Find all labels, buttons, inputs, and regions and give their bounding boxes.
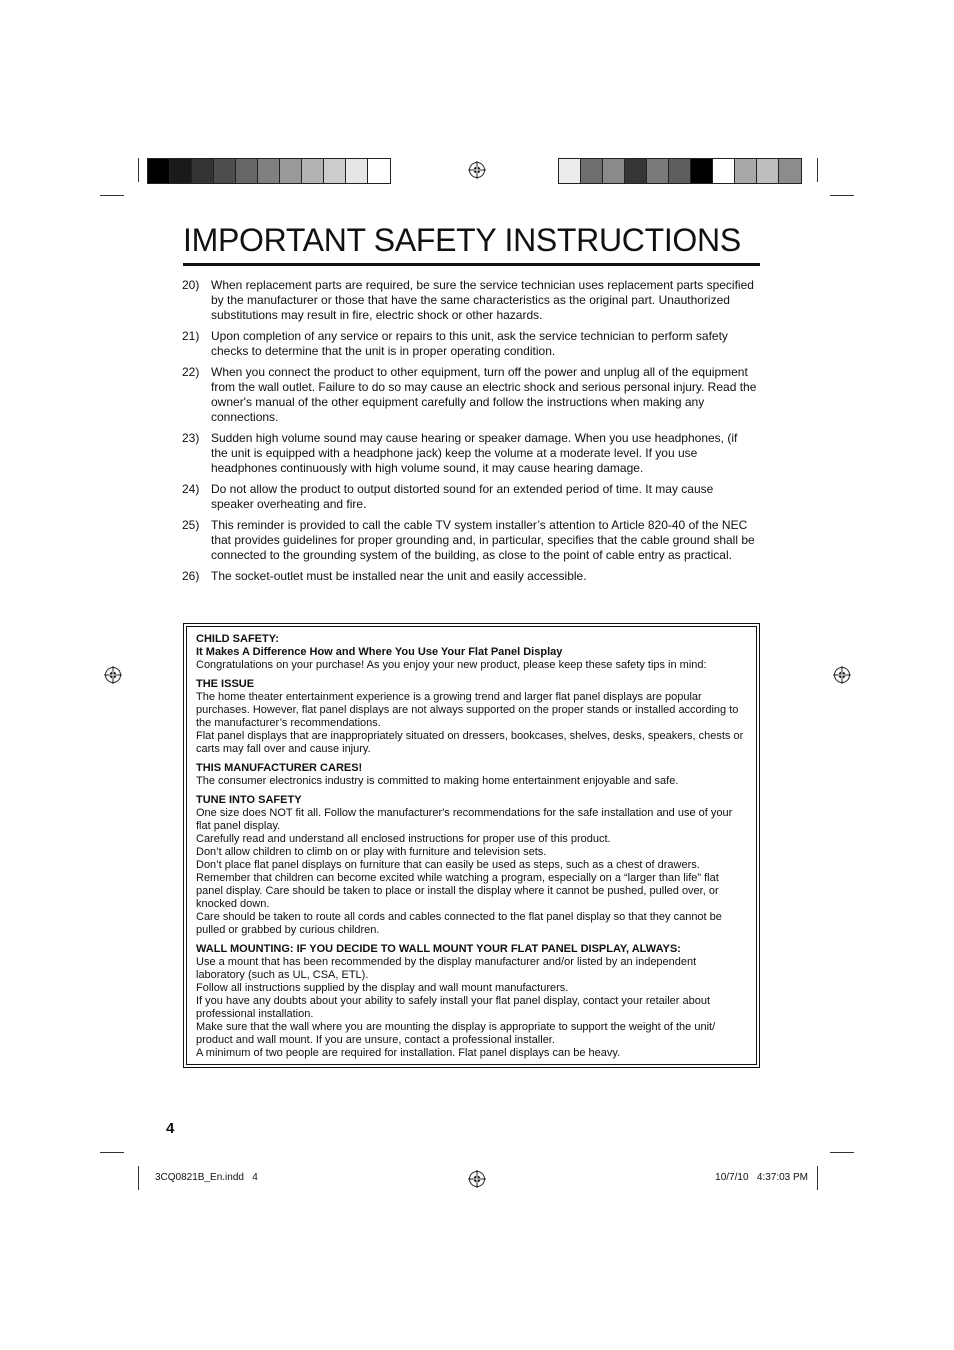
paragraph: A minimum of two people are required for installation. Flat panel displays can be heavy. <box>196 1047 621 1059</box>
footer-timestamp: 10/7/10 4:37:03 PM <box>715 1172 808 1183</box>
registration-mark-icon <box>468 1170 486 1188</box>
list-item <box>182 569 757 584</box>
color-swatch <box>603 159 625 183</box>
color-bar-left <box>147 158 391 184</box>
color-swatch <box>625 159 647 183</box>
paragraph: Flat panel displays that are inappropriately situated on dressers, bookcases, shelves, desks, speakers, chests or carts may fall over and cause injury. <box>196 730 744 755</box>
child-safety-box <box>183 623 760 1068</box>
paragraph: One size does NOT fit all. Follow the manufacturer's recommendations for the safe installation and use of your flat panel display. <box>196 807 733 832</box>
child-safety-intro: Congratulations on your purchase! As you enjoy your new product, please keep these safety tips in mind: <box>196 659 707 671</box>
color-swatch <box>757 159 779 183</box>
item-number: 20) <box>182 278 200 292</box>
crop-mark <box>830 195 854 196</box>
color-swatch <box>302 159 324 183</box>
crop-mark <box>100 1152 124 1153</box>
color-swatch <box>346 159 368 183</box>
color-swatch <box>236 159 258 183</box>
paragraph: Don’t place flat panel displays on furniture that can easily be used as steps, such as a chest of drawers. <box>196 859 700 871</box>
paragraph: Carefully read and understand all enclosed instructions for proper use of this product. <box>196 833 611 845</box>
item-text: The socket-outlet must be installed near the unit and easily accessible. <box>211 569 587 583</box>
item-number: 21) <box>182 329 200 343</box>
page-number: 4 <box>166 1120 175 1137</box>
color-swatch <box>214 159 236 183</box>
color-swatch <box>581 159 603 183</box>
paragraph: The home theater entertainment experience is a growing trend and larger flat panel displays are popular purchases. However, flat panel displays are not always supported on the proper stands or installed according to the manufacturer’s recommendations. <box>196 691 739 729</box>
color-swatch <box>258 159 280 183</box>
crop-mark <box>138 158 139 182</box>
list-item <box>182 431 757 476</box>
child-safety-subheading: It Makes A Difference How and Where You Use Your Flat Panel Display <box>196 646 563 658</box>
item-text: Upon completion of any service or repairs to this unit, ask the service technician to perform safety checks to determine that the unit is in proper operating condition. <box>211 329 728 358</box>
registration-mark-icon <box>833 666 851 684</box>
crop-mark <box>830 1152 854 1153</box>
instruction-list <box>182 278 757 590</box>
crop-mark <box>100 195 124 196</box>
item-number: 24) <box>182 482 200 496</box>
paragraph: The consumer electronics industry is committed to making home entertainment enjoyable and safe. <box>196 775 679 787</box>
page-title: IMPORTANT SAFETY INSTRUCTIONS <box>183 222 741 258</box>
paragraph: Make sure that the wall where you are mounting the display is appropriate to support the weight of the unit/ product and wall mount. If you are unsure, contact a professional installer. <box>196 1021 716 1046</box>
color-swatch <box>779 159 801 183</box>
paragraph: Follow all instructions supplied by the display and wall mount manufacturers. <box>196 982 569 994</box>
paragraph: If you have any doubts about your ability to safely install your flat panel display, contact your retailer about professional installation. <box>196 995 711 1020</box>
crop-mark <box>138 1166 139 1190</box>
color-swatch <box>691 159 713 183</box>
color-swatch <box>280 159 302 183</box>
crop-mark <box>817 1166 818 1190</box>
issue-heading: THE ISSUE <box>196 678 255 690</box>
item-text: When replacement parts are required, be sure the service technician uses replacement parts specified by the manufacturer or those that have the same characteristics as the original part. Unauthorized substitutions may result in fire, electric shock or other hazards. <box>211 278 754 322</box>
color-swatch <box>192 159 214 183</box>
color-swatch <box>559 159 581 183</box>
color-bar-right <box>558 158 802 184</box>
item-text: When you connect the product to other equipment, turn off the power and unplug all of the equipment from the wall outlet. Failure to do so may cause an electric shock and serious personal injury. Read the owner's manual of the other equipment carefully and follow the instructions when making any connections. <box>211 365 757 424</box>
list-item <box>182 329 757 359</box>
paragraph: Care should be taken to route all cords and cables connected to the flat panel display so that they cannot be pulled or grabbed by curious children. <box>196 911 722 936</box>
list-item <box>182 482 757 512</box>
color-swatch <box>148 159 170 183</box>
wall-mounting-heading: WALL MOUNTING: IF YOU DECIDE TO WALL MOUNT YOUR FLAT PANEL DISPLAY, ALWAYS: <box>196 943 681 955</box>
child-safety-heading: CHILD SAFETY: <box>196 633 279 645</box>
item-number: 23) <box>182 431 200 445</box>
paragraph: Remember that children can become excited while watching a program, especially on a “larger than life” flat panel display. Care should be taken to place or install the display where it cannot be pushed, pulled over, or knocked down. <box>196 872 719 910</box>
color-swatch <box>170 159 192 183</box>
child-safety-content <box>186 626 757 1065</box>
color-swatch <box>669 159 691 183</box>
color-swatch <box>647 159 669 183</box>
item-number: 26) <box>182 569 200 583</box>
item-text: Sudden high volume sound may cause hearing or speaker damage. When you use headphones, (if the unit is equipped with a headphone jack) keep the volume at a moderate level. If you use headphones continuously with high volume sound, it may cause hearing damage. <box>211 431 738 475</box>
item-text: This reminder is provided to call the cable TV system installer’s attention to Article 820-40 of the NEC that provides guidelines for proper grounding and, in particular, specifies that the cable ground shall be connected to the grounding system of the building, as close to the point of cable entry as practical. <box>211 518 755 562</box>
list-item <box>182 518 757 563</box>
color-swatch <box>713 159 735 183</box>
crop-mark <box>817 158 818 182</box>
color-swatch <box>735 159 757 183</box>
cares-heading: THIS MANUFACTURER CARES! <box>196 762 363 774</box>
title-underline <box>183 263 760 266</box>
paragraph: Use a mount that has been recommended by the display manufacturer and/or listed by an independent laboratory (such as UL, CSA, ETL). <box>196 956 697 981</box>
paragraph: Don’t allow children to climb on or play with furniture and television sets. <box>196 846 547 858</box>
footer-file-name: 3CQ0821B_En.indd 4 <box>155 1172 258 1183</box>
color-swatch <box>368 159 390 183</box>
list-item <box>182 365 757 425</box>
list-item <box>182 278 757 323</box>
color-swatch <box>324 159 346 183</box>
registration-mark-icon <box>104 666 122 684</box>
item-text: Do not allow the product to output distorted sound for an extended period of time. It may cause speaker overheating and fire. <box>211 482 714 511</box>
item-number: 22) <box>182 365 200 379</box>
registration-mark-icon <box>468 161 486 179</box>
item-number: 25) <box>182 518 200 532</box>
tune-heading: TUNE INTO SAFETY <box>196 794 302 806</box>
